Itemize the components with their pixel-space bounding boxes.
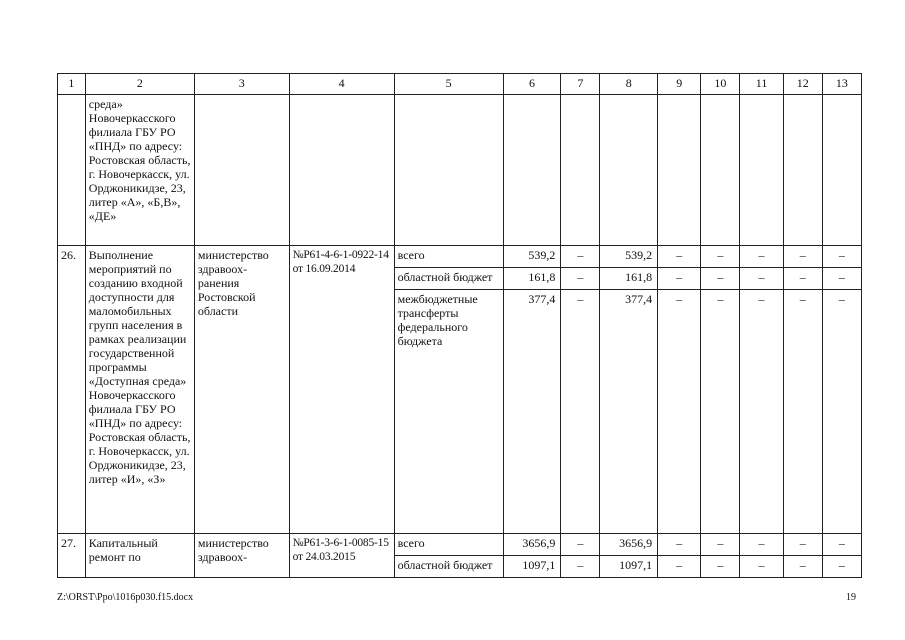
col-header-2: 2 — [85, 74, 194, 95]
col-header-10: 10 — [701, 74, 740, 95]
column-header-row — [58, 74, 862, 95]
col-header-4: 4 — [289, 74, 394, 95]
col-header-9: 9 — [658, 74, 701, 95]
source-cell: областной бюджет — [394, 268, 503, 290]
description-cell: среда» Новочеркасского филиала ГБУ РО «ПНД» по адресу: Ростовская область, г. Новочеркасск, ул. Орджоникидзе, 23, литер «А», «Б,В», «ДЕ» — [85, 95, 194, 246]
col-header-12: 12 — [783, 74, 822, 95]
source-cell: всего — [394, 246, 503, 268]
ministry-cell: министерство здравоох-ранения Ростовской области — [194, 246, 289, 534]
table-row-continued — [58, 95, 862, 246]
col-header-8: 8 — [600, 74, 658, 95]
row-number: 27. — [58, 534, 86, 578]
table-row-26-federal: межбюджетные трансферты федерального бюджета 377,4 – 377,4 – – – – – — [58, 290, 862, 534]
col-header-11: 11 — [740, 74, 783, 95]
col-header-5: 5 — [394, 74, 503, 95]
col-header-7: 7 — [561, 74, 600, 95]
col-header-3: 3 — [194, 74, 289, 95]
table-row-26-total: 26. Выполнение мероприятий по созданию входной доступности для маломобильных групп населения в рамках реализации государственной программы «Доступная среда» Новочеркасского филиала ГБУ РО «ПНД» по адресу: Ростовская область, г. Новочеркасск, ул. Орджоникидзе, 23, литер «И», «З» министерство здравоох-ранения Ростовской области №Р61-4-6-1-0922-14 от 16.09.2014 всего 539,2 – 539,2 – – – – – — [58, 246, 862, 268]
source-cell: областной бюджет — [394, 556, 503, 578]
description-cell: Выполнение мероприятий по созданию входной доступности для маломобильных групп населения в рамках реализации государственной программы «Доступная среда» Новочеркасского филиала ГБУ РО «ПНД» по адресу: Ростовская область, г. Новочеркасск, ул. Орджоникидзе, 23, литер «И», «З» — [85, 246, 194, 534]
document-cell: №Р61-3-6-1-0085-15 от 24.03.2015 — [289, 534, 394, 578]
row-number: 26. — [58, 246, 86, 534]
source-cell: всего — [394, 534, 503, 556]
col-header-6: 6 — [503, 74, 561, 95]
col-header-1: 1 — [58, 74, 86, 95]
budget-table — [57, 73, 862, 578]
table-row-26-regional: областной бюджет 161,8 – 161,8 – – – – – — [58, 268, 862, 290]
file-path: Z:\ORST\Ppo\1016p030.f15.docx — [57, 592, 194, 603]
table-row-27-regional: областной бюджет 1097,1 – 1097,1 – – – – – — [58, 556, 862, 578]
ministry-cell: министерство здравоох- — [194, 534, 289, 578]
document-cell: №Р61-4-6-1-0922-14 от 16.09.2014 — [289, 246, 394, 534]
col-header-13: 13 — [822, 74, 861, 95]
description-cell: Капитальный ремонт по — [85, 534, 194, 578]
source-cell: межбюджетные трансферты федерального бюджета — [394, 290, 503, 534]
page-number: 19 — [846, 592, 856, 603]
table-row-27-total: 27. Капитальный ремонт по министерство здравоох- №Р61-3-6-1-0085-15 от 24.03.2015 всего 3656,9 – 3656,9 – – – – – — [58, 534, 862, 556]
